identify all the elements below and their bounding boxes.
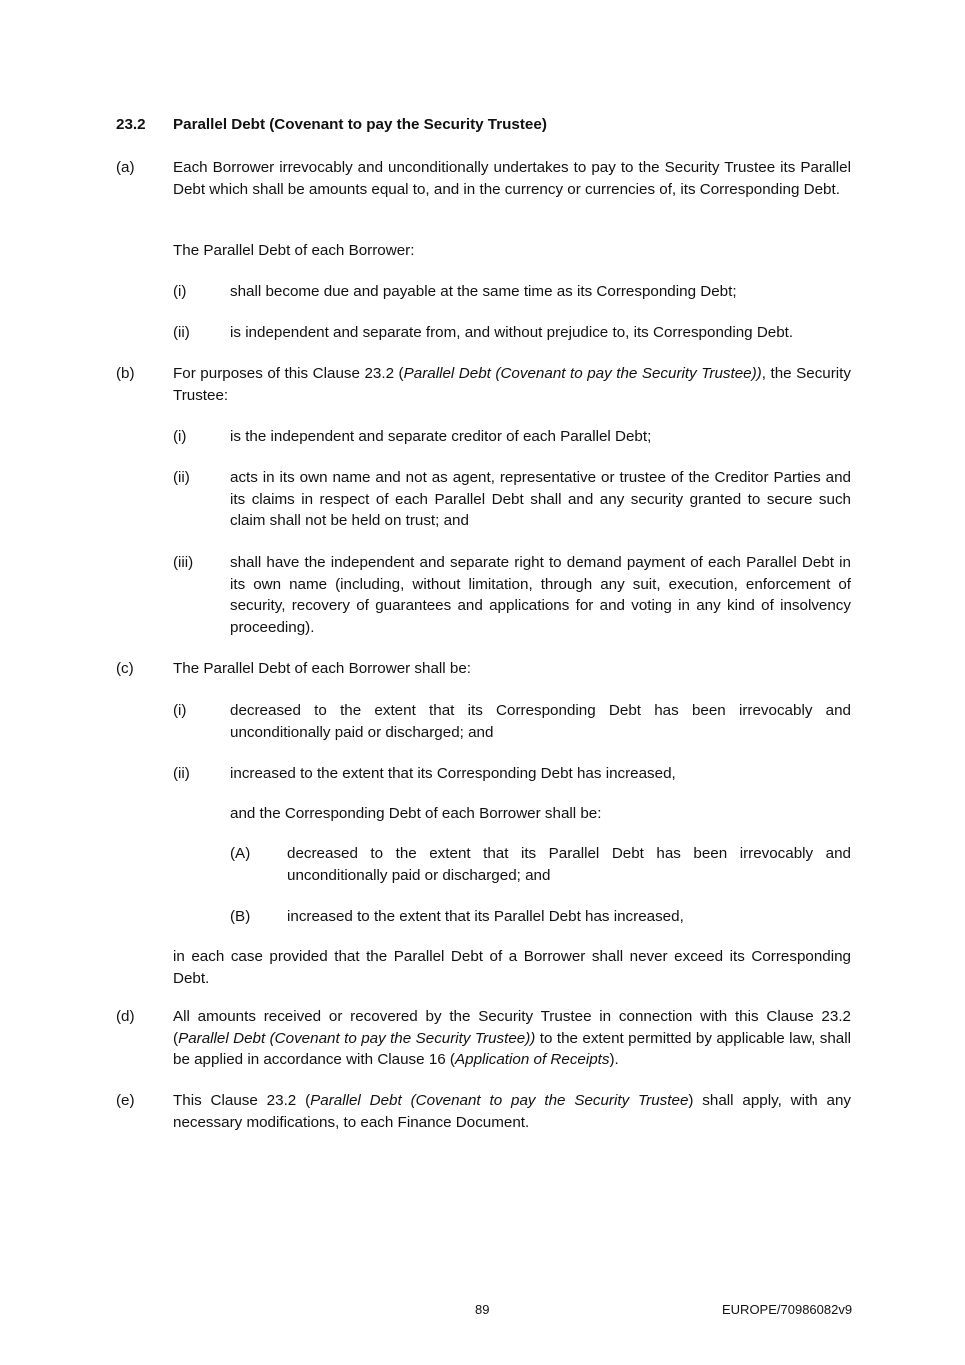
item-label: (iii) xyxy=(173,554,194,571)
sub-intro: and the Corresponding Debt of each Borrower shall be: xyxy=(230,805,602,822)
paragraph-label: (d) xyxy=(116,1008,135,1025)
clause-reference: Application of Receipts xyxy=(455,1051,610,1068)
item-label: (i) xyxy=(173,702,187,719)
item-text: shall become due and payable at the same time as its Corresponding Debt; xyxy=(230,283,737,300)
paragraph-text: Each Borrower irrevocably and unconditionally undertakes to pay to the Security Trustee its Parallel Debt which shall be amounts equal to, and in the currency or currencies of, its Corresponding Debt. xyxy=(173,159,851,198)
item-label: (i) xyxy=(173,283,187,300)
clause-reference: Parallel Debt (Covenant to pay the Security Trustee)) xyxy=(178,1029,536,1047)
item-label: (ii) xyxy=(173,765,190,782)
paragraph-label: (e) xyxy=(116,1092,135,1109)
item-label: (ii) xyxy=(173,324,190,341)
item-text: is the independent and separate creditor of each Parallel Debt; xyxy=(230,428,652,445)
paragraph-a-intro: The Parallel Debt of each Borrower: xyxy=(173,242,415,259)
paragraph-text: For purposes of this Clause 23.2 (Parallel Debt (Covenant to pay the Security Trustee)), the Security Trustee: xyxy=(173,365,851,404)
paragraph-label: (b) xyxy=(116,365,135,382)
item-text: acts in its own name and not as agent, representative or trustee of the Creditor Parties and its claims in respect of each Parallel Debt shall and any security granted to secure such claim shall not be held on trust; and xyxy=(230,469,851,529)
clause-reference: Parallel Debt (Covenant to pay the Security Trustee xyxy=(310,1092,689,1109)
paragraph-text: This Clause 23.2 (Parallel Debt (Covenant to pay the Security Trustee) shall apply, with any necessary modifications, to each Finance Document. xyxy=(173,1092,851,1131)
paragraph-c-closing: in each case provided that the Parallel Debt of a Borrower shall never exceed its Corresponding Debt. xyxy=(173,948,851,987)
item-label: (i) xyxy=(173,428,187,445)
clause-title: Parallel Debt (Covenant to pay the Security Trustee) xyxy=(173,116,547,133)
item-label: (A) xyxy=(230,845,251,862)
item-label: (ii) xyxy=(173,469,190,486)
item-text: shall have the independent and separate right to demand payment of each Parallel Debt in its own name (including, without limitation, through any suit, execution, enforcement of security, recovery of guarantees and applications for and voting in any kind of insolvency proceeding). xyxy=(230,554,851,636)
item-text: decreased to the extent that its Parallel Debt has been irrevocably and unconditionally paid or discharged; and xyxy=(287,845,851,884)
clause-number: 23.2 xyxy=(116,116,146,133)
paragraph-label: (c) xyxy=(116,660,134,677)
paragraph-text: All amounts received or recovered by the Security Trustee in connection with this Clause 23.2 (Parallel Debt (Covenant to pay the Security Trustee)) to the extent permitted by applicable law, shall be applied in accordance with Clause 16 (Application of Receipts). xyxy=(173,1008,851,1068)
item-text: decreased to the extent that its Corresponding Debt has been irrevocably and unconditionally paid or discharged; and xyxy=(230,702,851,741)
paragraph-text: The Parallel Debt of each Borrower shall be: xyxy=(173,660,471,677)
item-label: (B) xyxy=(230,908,251,925)
item-text: is independent and separate from, and without prejudice to, its Corresponding Debt. xyxy=(230,324,794,341)
page-number: 89 xyxy=(475,1302,490,1317)
clause-reference: Parallel Debt (Covenant to pay the Security Trustee)) xyxy=(403,365,762,382)
item-text: increased to the extent that its Corresponding Debt has increased, xyxy=(230,765,676,782)
document-reference: EUROPE/70986082v9 xyxy=(722,1302,853,1317)
paragraph-label: (a) xyxy=(116,159,135,176)
item-text: increased to the extent that its Parallel Debt has increased, xyxy=(287,908,684,925)
